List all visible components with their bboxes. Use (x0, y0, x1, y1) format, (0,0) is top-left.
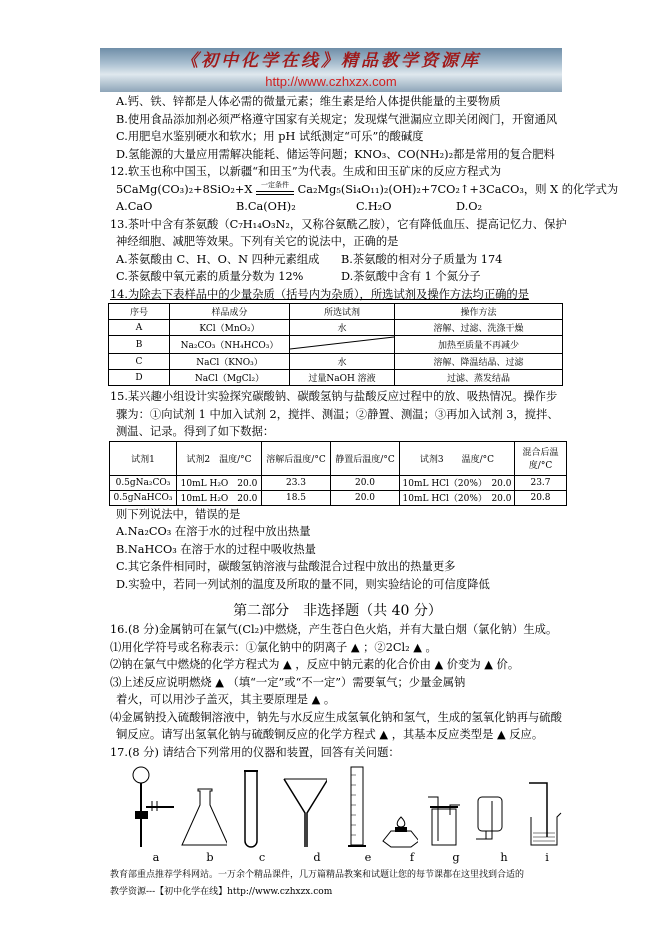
cell: 0.5gNa₂CO₃ (110, 475, 177, 490)
header-cell: 混合后温度/°C (515, 441, 567, 475)
q16-line: ⑶上述反应说明燃烧 ▲ （填“一定”或“不一定”）需要氧气；少量金属钠 (110, 675, 466, 689)
q12-option: A.CaO (116, 200, 153, 213)
q12-option: B.Ca(OH)₂ (236, 200, 296, 213)
cell: 过量NaOH 溶液 (290, 370, 395, 386)
alcohol-lamp-icon (381, 815, 418, 849)
cell: C (109, 354, 170, 370)
apparatus-label: b (206, 851, 214, 864)
table-row (109, 336, 563, 354)
header-cell: 溶解后温度/°C (262, 441, 331, 475)
q13-stem-cont: 神经细胞、减肥等效果。下列有关它的说法中，正确的是 (116, 235, 399, 248)
apparatus-label: f (409, 851, 415, 864)
q16-line: ⑵钠在氯气中燃烧的化学方程式为 ▲ ，反应中钠元素的化合价由 ▲ 价变为 ▲ 价。 (110, 658, 520, 671)
cell: NaCl（KNO₃） (170, 354, 290, 370)
q12-option: D.O₂ (456, 200, 483, 213)
apparatus-label: g (452, 851, 460, 864)
test-tube-icon (241, 769, 259, 849)
q15-option: B.NaHCO₃ 在溶于水的过程中吸收热量 (116, 542, 316, 556)
section-title: 第二部分 非选择题（共 40 分） (233, 603, 442, 619)
graduated-cylinder-icon (347, 765, 367, 849)
cell: 23.3 (262, 475, 331, 490)
cell: 溶解、过滤、洗涤干燥 (395, 320, 563, 336)
cell: NaCl（MgCl₂） (170, 370, 290, 386)
header-cell: 序号 (109, 304, 170, 320)
q15-option: C.其它条件相同时，碳酸氢钠溶液与盐酸混合过程中放出的热量更多 (116, 560, 456, 573)
cell: 水 (290, 320, 395, 336)
table-row (109, 370, 563, 386)
cell: D (109, 370, 170, 386)
footer-text: 教育部重点推荐学科网站。一万余个精品课件，几万篇精品教案和试题让您的每节课都在这里找到合适的 (110, 870, 525, 880)
table-row (110, 475, 567, 490)
funnel-icon (281, 777, 327, 849)
beaker-with-tube-icon (525, 781, 565, 849)
apparatus-figure (130, 761, 565, 849)
q13-options-row (110, 251, 565, 269)
gas-washing-bottle-icon (424, 789, 461, 849)
cell: B (109, 336, 170, 354)
apparatus-label: h (500, 851, 508, 864)
q16-line: ⑴用化学符号或名称表示：①氯化钠中的阴离子 ▲ ；②2Cl₂ ▲ 。 (110, 640, 437, 654)
q12-stem: 12.软玉也称中国玉，以新疆“和田玉”为代表。生成和田玉矿床的反应方程式为 (110, 165, 502, 178)
q14-stem: 14.为除去下表样品中的少量杂质（括号内为杂质），所选试剂及操作方法均正确的是 (110, 287, 530, 301)
cell: 10mL HCl（20%） 20.0 (400, 490, 515, 505)
equation-left: 5CaMg(CO₃)₂+8SiO₂+X (116, 182, 253, 196)
q12-options (110, 198, 565, 216)
diagonal-cell (290, 336, 395, 354)
table-header (109, 304, 563, 320)
header-cell: 样品成分 (170, 304, 290, 320)
table-row (109, 354, 563, 370)
q16-line: 16.(8 分)金属钠可在氯气(Cl₂)中燃烧，产生苍白色火焰，并有大量白烟（氯化钠）生成。 (110, 623, 558, 636)
cell: 23.7 (515, 475, 567, 490)
q11-option: C.用肥皂水鉴别硬水和软水；用 pH 试纸测定“可乐”的酸碱度 (116, 130, 424, 143)
apparatus-labels (130, 849, 565, 867)
header-cell: 试剂3 温度/°C (400, 441, 515, 475)
apparatus-label: c (258, 851, 266, 864)
apparatus-label: d (313, 851, 321, 864)
header-cell: 操作方法 (395, 304, 563, 320)
q15-stem-cont: 测温、记录。得到了如下数据： (116, 425, 275, 438)
q13-options-row (110, 268, 565, 286)
footer-link[interactable]: 教学资源---【初中化学在线】http://www.czhxzx.com (110, 887, 333, 897)
equation-right: Ca₂Mg₅(Si₄O₁₁)₂(OH)₂+7CO₂↑+3CaCO₃，则 X 的化学式为 (297, 182, 619, 196)
apparatus-label: a (152, 851, 160, 864)
q17-stem: 17.(8 分) 请结合下列常用的仪器和装置，回答有关问题： (110, 745, 400, 759)
q15-stem: 15.某兴趣小组设计实验探究碳酸钠、碳酸氢钠与盐酸反应过程中的放、吸热情况。操作步 (110, 390, 558, 403)
q11-option: B.使用食品添加剂必须严格遵守国家有关规定；发现煤气泄漏应立即关闭阀门，开窗通风 (116, 112, 558, 126)
cell: A (109, 320, 170, 336)
cell: 0.5gNaHCO₃ (110, 490, 177, 505)
cell: 18.5 (262, 490, 331, 505)
header-cell: 静置后温度/°C (331, 441, 400, 475)
cell: 溶解、降温结晶、过滤 (395, 354, 563, 370)
equation-condition (256, 181, 294, 198)
q12-equation (110, 180, 619, 199)
q16-line: 着火，可以用沙子盖灭，其主要原理是 ▲ 。 (116, 693, 336, 706)
u-tube-apparatus-icon (472, 793, 509, 849)
table-header (110, 441, 567, 475)
header-cell: 所选试剂 (290, 304, 395, 320)
q16-line: 铜反应。请写出氢氧化钠与硫酸铜反应的化学方程式 ▲ ，其基本反应类型是 ▲ 反应。 (116, 728, 544, 741)
q11-option: A.钙、铁、锌都是人体必需的微量元素；维生素是给人体提供能量的主要物质 (116, 95, 501, 108)
q15-option: A.Na₂CO₃ 在溶于水的过程中放出热量 (116, 525, 311, 538)
cell: 加热至质量不再减少 (395, 336, 563, 354)
q14-table (108, 303, 563, 386)
banner-url: http://www.czhxzx.com (265, 74, 397, 89)
q15-table (109, 441, 567, 506)
q13-option: C.茶氨酸中氧元素的质量分数为 12% (116, 270, 304, 283)
q11-option: D.氢能源的大量应用需解决能耗、储运等问题；KNO₃、CO(NH₂)₂都是常用的复合肥料 (116, 147, 555, 161)
header-cell: 试剂1 (110, 441, 177, 475)
q15-question: 则下列说法中，错误的是 (116, 507, 241, 521)
cell: Na₂CO₃（NH₄HCO₃） (170, 336, 290, 354)
conical-flask-icon (178, 787, 227, 849)
cell: 10mL HCl（20%） 20.0 (400, 475, 515, 490)
cell: 10mL H₂O 20.0 (177, 490, 262, 505)
table-row (109, 320, 563, 336)
cell: 过滤、蒸发结晶 (395, 370, 563, 386)
cell: 20.0 (331, 490, 400, 505)
cell: 20.0 (331, 475, 400, 490)
q13-option: D.茶氨酸中含有 1 个氮分子 (341, 270, 481, 283)
table-row (110, 490, 567, 505)
cell: KCl（MnO₂） (170, 320, 290, 336)
apparatus-label: i (545, 851, 549, 864)
condition-arrow (256, 191, 294, 195)
apparatus-label: e (364, 851, 372, 864)
q13-stem: 13.茶叶中含有茶氨酸（C₇H₁₄O₃N₂，又称谷氨酰乙胺），它有降低血压、提高记忆力、保护 (110, 217, 567, 231)
q13-option: B.茶氨酸的相对分子质量为 174 (341, 252, 503, 266)
separatory-funnel-icon (130, 765, 174, 849)
cell: 20.8 (515, 490, 567, 505)
q15-option: D.实验中，若同一列试剂的温度及所取的量不同，则实验结论的可信度降低 (116, 577, 490, 591)
diagonal-line (290, 336, 394, 350)
q12-option: C.H₂O (356, 200, 392, 213)
site-banner (100, 48, 562, 92)
q13-option: A.茶氨酸由 C、H、O、N 四种元素组成 (116, 252, 320, 266)
condition-text: 一定条件 (261, 180, 290, 189)
q15-stem-cont: 骤为：①向试剂 1 中加入试剂 2，搅拌、测温；②静置、测温；③再加入试剂 3，搅拌、 (116, 407, 559, 421)
cell: 10mL H₂O 20.0 (177, 475, 262, 490)
banner-title: 《初中化学在线》精品教学资源库 (181, 51, 481, 71)
header-cell: 试剂2 温度/°C (177, 441, 262, 475)
q16-line: ⑷金属钠投入硫酸铜溶液中，钠先与水反应生成氢氧化钠和氢气，生成的氢氧化钠再与硫酸 (110, 710, 562, 724)
cell: 水 (290, 354, 395, 370)
